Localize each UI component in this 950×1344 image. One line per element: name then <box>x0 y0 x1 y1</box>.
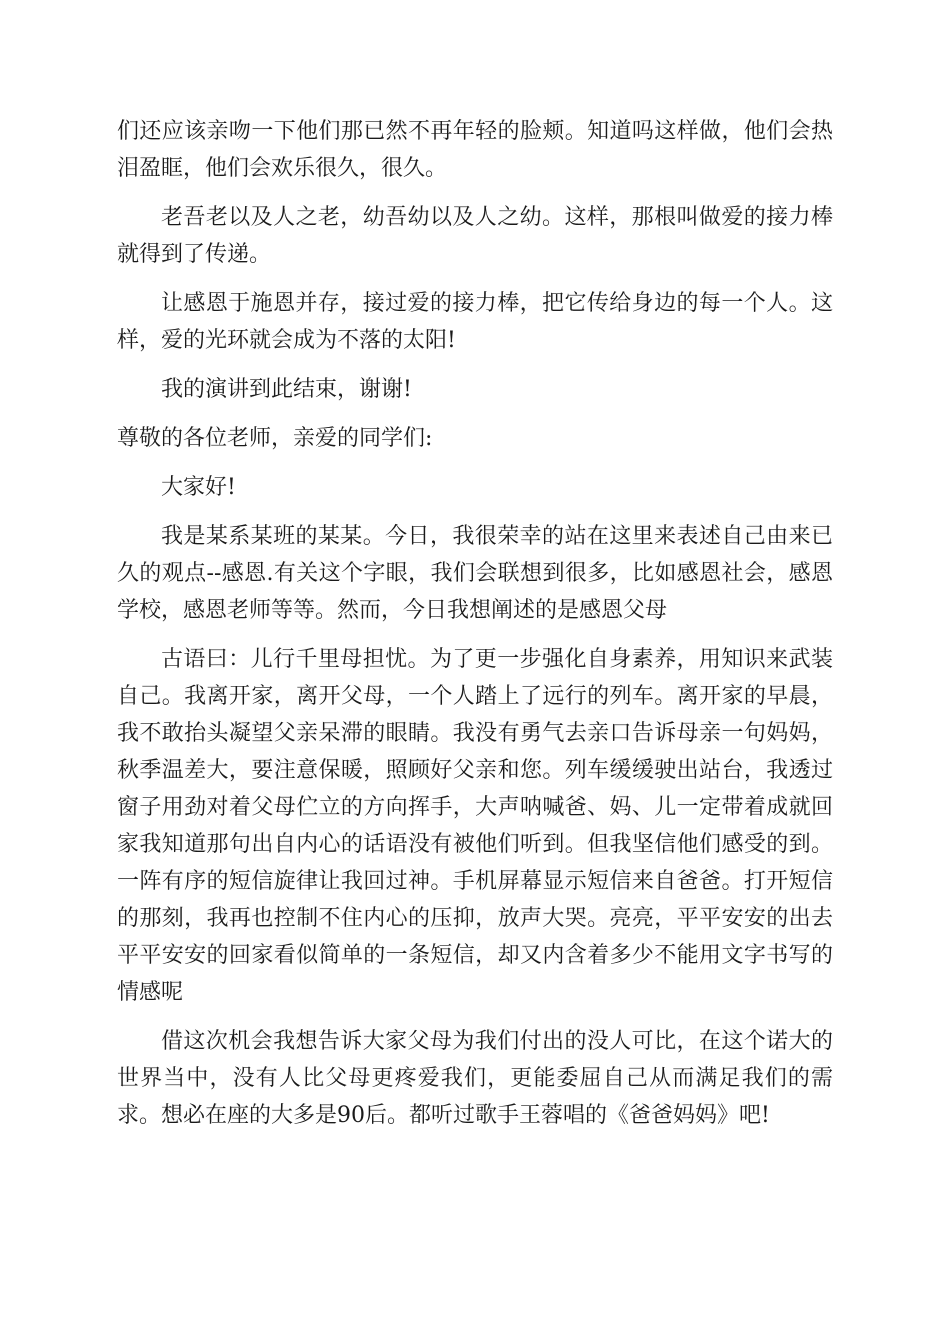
paragraph-8: 古语曰：儿行千里母担忧。为了更一步强化自身素养，用知识来武装自己。我离开家，离开父母，一个人踏上了远行的列车。离开家的早晨，我不敢抬头凝望父亲呆滞的眼睛。我没有勇气去亲口告诉母亲一句妈妈，秋季温差大，要注意保暖，照顾好父亲和您。列车缓缓驶出站台，我透过窗子用劲对着父母伫立的方向挥手，大声呐喊爸、妈、儿一定带着成就回家我知道那句出自内心的话语没有被他们听到。但我坚信他们感受的到。一阵有序的短信旋律让我回过神。手机屏幕显示短信来自爸爸。打开短信的那刻，我再也控制不住内心的压抑，放声大哭。亮亮，平平安安的出去平平安安的回家看似简单的一条短信，却又内含着多少不能用文字书写的情感呢 <box>117 647 833 1005</box>
paragraph-9: 借这次机会我想告诉大家父母为我们付出的没人可比，在这个诺大的世界当中，没有人比父母更疼爱我们，更能委屈自己从而满足我们的需求。想必在座的大多是90后。都听过歌手王蓉唱的《爸爸妈妈》吧! <box>117 1029 833 1128</box>
document-page <box>117 113 833 1146</box>
salutation: 尊敬的各位老师，亲爱的同学们: <box>117 426 433 451</box>
paragraph-3: 让感恩于施恩并存，接过爱的接力棒，把它传给身边的每一个人。这样，爱的光环就会成为不落的太阳! <box>117 291 833 353</box>
paragraph-1: 们还应该亲吻一下他们那已然不再年轻的脸颊。知道吗这样做，他们会热泪盈眶，他们会欢乐很久，很久。 <box>117 119 833 181</box>
greeting: 大家好! <box>161 475 236 500</box>
paragraph-2: 老吾老以及人之老，幼吾幼以及人之幼。这样，那根叫做爱的接力棒就得到了传递。 <box>117 205 833 267</box>
paragraph-4: 我的演讲到此结束，谢谢! <box>161 377 412 402</box>
paragraph-7: 我是某系某班的某某。今日，我很荣幸的站在这里来表述自己由来已久的观点--感恩.有关这个字眼，我们会联想到很多，比如感恩社会，感恩学校，感恩老师等等。然而，今日我想阐述的是感恩父母 <box>117 524 833 623</box>
